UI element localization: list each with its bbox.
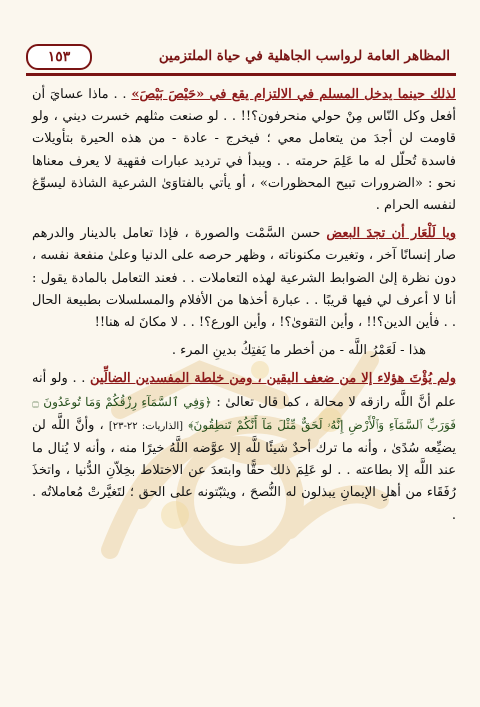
body-text — [32, 84, 456, 684]
verse-reference: [الذاريات: ٢٢-٢٣] — [108, 420, 184, 432]
paragraph-4-text-a: . . ولو أنه علم أنَّ اللَّه رازقه لا محالة ، كما قال تعالىٰ : — [32, 371, 456, 410]
paragraph-1 — [32, 84, 456, 217]
header-divider — [26, 73, 456, 76]
page-number-badge: ١٥٣ — [26, 44, 92, 70]
quran-verse: ﴿وَفِي ٱلسَّمَآءِ رِزْقُكُمْ وَمَا تُوعَدُونَ ۝ فَوَرَبِّ ٱلسَّمَآءِ وَٱلْأَرْضِ إِنَّهُۥ لَحَقٌّ مِّثْلَ مَآ أَنَّكُمْ تَنطِقُونَ﴾ — [32, 394, 456, 432]
paragraph-4-text-b: ، وأنَّ اللَّه لن يضيِّعه سُدًىٰ ، وأنه ما ترك أحدٌ شيئًا للَّه إلا عوَّضه اللَّهُ خيرًا منه ، وأنه لا يُنال ما عند اللَّه إلا بطاعته . . لو عَلِمَ ذلك حقًّا وابتعدَ عن الاختلاط بخِلاّنِ الدُّنيا ، واتخذَ رُفَقَاء من أهلِ الإيمانِ يبذلون له النُّصحَ ، ويثبّتونه على الحق ؛ لتَغيَّرتْ مُعاملاتُه . . — [32, 417, 456, 523]
paragraph-1-lead: لذلك حينما يدخل المسلم في الالتزام يقع في «حَيْصَ بَيْصَ» — [131, 87, 456, 102]
paragraph-4-lead: ولم يُؤْتَ هؤلاء إلا من ضعف اليقين ، ومن خلطة المفسدين الضالِّين — [90, 371, 456, 387]
page-header — [26, 44, 456, 70]
paragraph-1-text: . . ماذا عسايَ أن أفعل وكل النّاس مِنْ حولي منحرفون؟!! . . لو صنعت مثلهم خسرت ديني ، ولو قاومت لن أجدَ من يتعامل معي ؛ فيخرج - عادة - من هذه الحيرة بتأويلات فاسدة تُحلّل له ما عَلِمَ حرمته . . ويبدأ في ترديد عبارات فقهية لا يعرف معناها نحو : «الضرورات تبيح المحظورات» ، أو يأتي بالفتاوَىٰ الشرعية الشاذة ليسوِّغ لنفسه الحرام . — [32, 87, 456, 214]
paragraph-2-lead: ويا لَلْعَار أن تجدَ البعض — [326, 226, 456, 242]
running-title: المظاهر العامة لرواسب الجاهلية في حياة الملتزمين — [158, 48, 450, 64]
paragraph-2-text: حسن السَّمْت والصورة ، فإذا تعامل بالدينار والدرهم صار إنسانًا آخر ، وتغيرت مكنوناته ، وظهر حرصه على الدنيا وعلىٰ منفعة نفسه ، دون نظرة إلىٰ الضوابط الشرعية لهذه التعاملات . . فعند التعامل بالمادة يقول : أنا لا أعرف لي فيها قريبًا . . عبارة أخذها من الأفلام والمسلسلات بطبيعة الحال . . فأين الدين؟!! ، وأين التقوىٰ؟! ، وأين الورع؟! . . لا مكانَ له هنا!! — [32, 226, 456, 331]
paragraph-2 — [32, 223, 456, 334]
paragraph-3: هذا - لَعَمْرُ اللَّه - من أخطر ما يَفتِكُ بدينِ المرء . — [171, 343, 426, 359]
paragraph-4 — [32, 368, 456, 526]
